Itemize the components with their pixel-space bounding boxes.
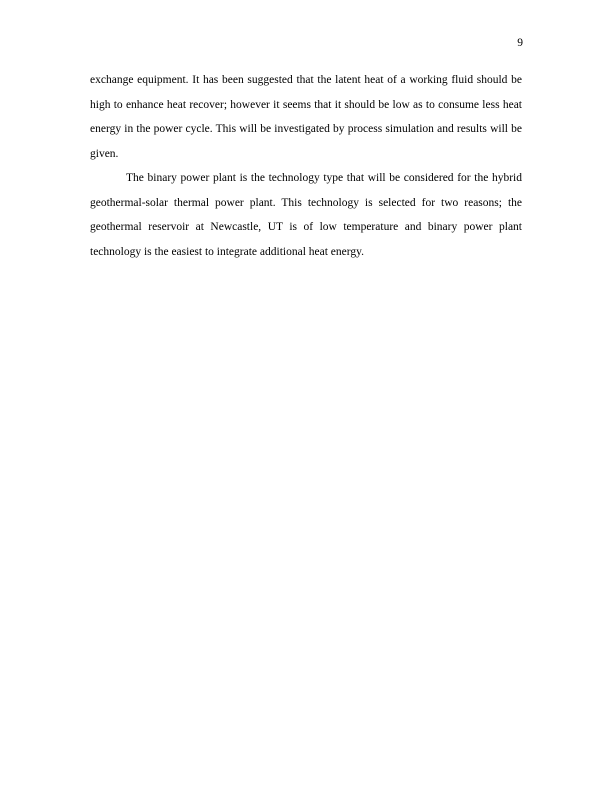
page-number: 9 — [517, 37, 523, 49]
paragraph-continuation: exchange equipment. It has been suggested that the latent heat of a working fluid should be high to enhance heat recover; however it seems that it should be low as to consume less heat energy in the power cycle. This will be investigated by process simulation and results will be given. — [90, 74, 522, 160]
body-text — [90, 68, 522, 264]
paragraph-binary-power-plant: The binary power plant is the technology type that will be considered for the hybrid geothermal-solar thermal power plant. This technology is selected for two reasons; the geothermal reservoir at Newcastle, UT is of low temperature and binary power plant technology is the easiest to integrate additional heat energy. — [90, 172, 522, 258]
